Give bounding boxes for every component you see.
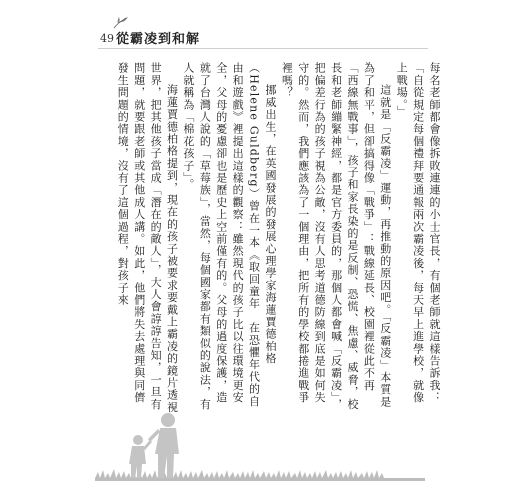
paragraph-4: 海蓮賈德柏格提到，現在的孩子被要求要戴上霸凌的鏡片透視世界，把其他孩子當成「潛在的敵人」，大人會諄諄告知，一旦有問題，就要跟老師或其他成人講。如此，他們將失去處理與同儕發生問題的情境，沒有了這個過程，對孩子來	[116, 62, 179, 414]
paragraph-3: 挪威出生，在英國發展的發展心理學家海蓮賈德柏格（Helene Guldberg）曾在一本《取回童年 在恐懼年代的自由和遊戲》裡提出這樣的觀察：雖然現代的孩子比以往環境更安全，父母的憂慮卻也是歷史上空前僅有的。父母的過度保護，造就了台灣人說的「草莓族」，當然，每個國家都有類似的說法，有人就稱為「棉花孩子」。	[181, 62, 277, 411]
running-header	[100, 22, 300, 46]
paragraph-2: 這就是「反霸凌」運動，再推動的原因吧。「反霸凌」本質是為了和平，但卻搞得像「戰爭」：戰線延長、校園裡從此不再「西線無戰事」，孩子和家長染的是反制、恐慌、焦慮、威脅，校長和老師繃緊神經，都是官方委員的，那個人都會喊「反霸凌」，把偏差行為的孩子視為公敵，沒有人思考道德防線到底是如何失守的。然而，我們應該為了一個理由，把所有的學校都捲進戰爭裡嗎？	[280, 62, 392, 411]
paragraph-1: 每名老師都會像拆敗連連的小士官長，有個老師就這樣告訴我：「自從規定每個禮拜要通報兩次霸凌後，每天早上進學校，就像上戰場。」	[395, 62, 441, 404]
grass-strip	[95, 469, 425, 481]
child-silhouette	[129, 435, 152, 478]
adult-silhouette	[148, 413, 179, 478]
silhouette-illustration	[0, 392, 520, 500]
body-text	[112, 62, 442, 414]
page-number: 49	[100, 32, 114, 45]
header-divider	[98, 48, 428, 49]
chapter-title: 從霸凌到和解	[116, 32, 201, 47]
